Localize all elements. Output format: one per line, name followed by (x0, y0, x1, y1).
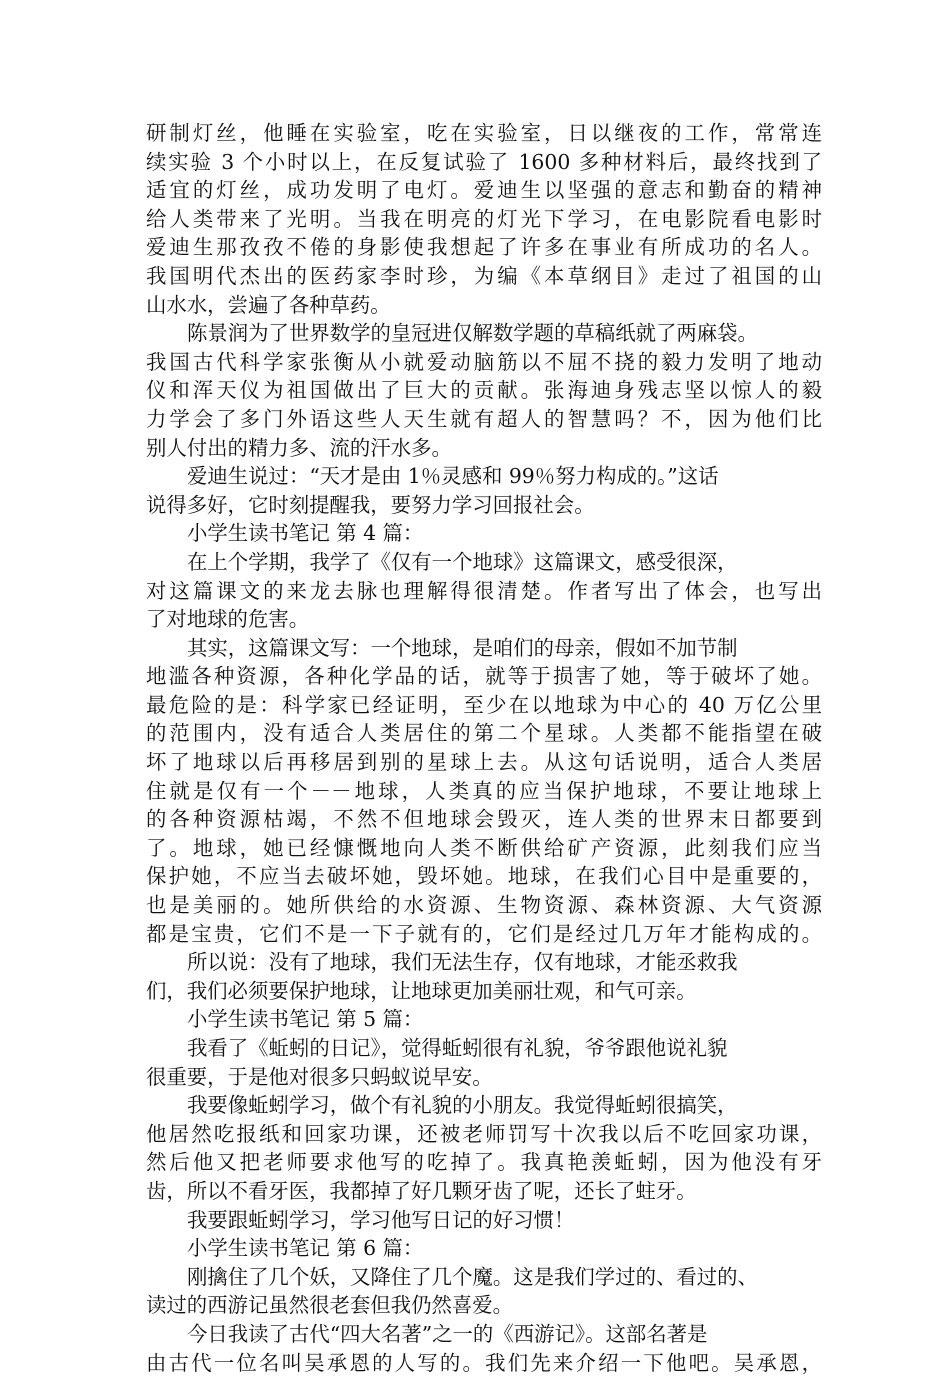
text-line: 我要跟蚯蚓学习，学习他写日记的好习惯！ (187, 1207, 575, 1232)
text-line: 他居然吃报纸和回家功课，还被老师罚写十次我以后不吃回家功课， (146, 1121, 822, 1146)
text-line: 我国明代杰出的医药家李时珍，为编《本草纲目》走过了祖国的山 (146, 263, 822, 288)
text-line: 说得多好，它时刻提醒我，要努力学习回报社会。 (146, 492, 595, 517)
text-line: 了对地球的危害。 (146, 607, 310, 632)
text-line: 爱迪生那孜孜不倦的身影使我想起了许多在事业有所成功的名人。 (146, 235, 822, 260)
text-line: 保护她，不应当去破坏她，毁坏她。地球，在我们心目中是重要的， (146, 864, 822, 889)
text-line: 然后他又把老师要求他写的吃掉了。我真艳羡蚯蚓，因为他没有牙 (146, 1150, 822, 1175)
text-line: 仪和浑天仪为祖国做出了巨大的贡献。张海迪身残志坚以惊人的毅 (146, 378, 822, 403)
text-line: 所以说：没有了地球，我们无法生存，仅有地球，才能丞救我 (187, 950, 738, 975)
text-line: 对这篇课文的来龙去脉也理解得很清楚。作者写出了体会，也写出 (146, 578, 822, 603)
text-line: 力学会了多门外语这些人天生就有超人的智慧吗？不，因为他们比 (146, 406, 822, 431)
text-line: 很重要，于是他对很多只蚂蚁说早安。 (146, 1064, 493, 1089)
text-line: 今日我读了古代“四大名著”之一的《西游记》。这部名著是 (187, 1321, 708, 1346)
text-line: 也是美丽的。她所供给的水资源、生物资源、森林资源、大气资源 (146, 893, 822, 918)
text-line: 其实，这篇课文写：一个地球，是咱们的母亲，假如不加节制 (187, 635, 738, 660)
text-line: 爱迪生说过：“天才是由 1％灵感和 99％努力构成的。”这话 (187, 464, 719, 489)
text-line: 坏了地球以后再移居到别的星球上去。从这句话说明，适合人类居 (146, 750, 822, 775)
section-heading: 小学生读书笔记 第 4 篇： (187, 521, 424, 546)
text-line: 们，我们必须要保护地球，让地球更加美丽壮观，和气可亲。 (146, 978, 697, 1003)
text-line: 齿，所以不看牙医，我都掉了好几颗牙齿了呢，还长了蛀牙。 (146, 1178, 697, 1203)
section-heading: 小学生读书笔记 第 6 篇： (187, 1236, 424, 1261)
text-line: 续实验 3 个小时以上，在反复试验了 1600 多种材料后，最终找到了 (146, 149, 822, 174)
text-line: 山水水，尝遍了各种草药。 (146, 292, 391, 317)
text-line: 读过的西游记虽然很老套但我仍然喜爱。 (146, 1293, 514, 1318)
text-line: 在上个学期，我学了《仅有一个地球》这篇课文，感受很深， (187, 549, 738, 574)
text-line: 别人付出的精力多、流的汗水多。 (146, 435, 452, 460)
text-line: 给人类带来了光明。当我在明亮的灯光下学习，在电影院看电影时 (146, 206, 822, 231)
text-line: 陈景润为了世界数学的皇冠进仅解数学题的草稿纸就了两麻袋。 (187, 321, 758, 346)
text-line: 我看了《蚯蚓的日记》，觉得蚯蚓很有礼貌，爷爷跟他说礼貌 (187, 1036, 728, 1060)
section-heading: 小学生读书笔记 第 5 篇： (187, 1007, 424, 1032)
text-line: 的范围内，没有适合人类居住的第二个星球。人类都不能指望在破 (146, 721, 822, 746)
text-line: 我国古代科学家张衡从小就爱动脑筋以不屈不挠的毅力发明了地动 (146, 349, 822, 374)
text-line: 刚擒住了几个妖，又降住了几个魔。这是我们学过的、看过的、 (187, 1264, 758, 1289)
text-line: 的各种资源枯竭，不然不但地球会毁灭，连人类的世界末日都要到 (146, 807, 822, 832)
text-line: 研制灯丝，他睡在实验室，吃在实验室，日以继夜的工作，常常连 (146, 121, 822, 145)
text-line: 最危险的是：科学家已经证明，至少在以地球为中心的 40 万亿公里 (146, 692, 822, 717)
text-line: 了。地球，她已经慷慨地向人类不断供给矿产资源，此刻我们应当 (146, 835, 822, 860)
text-line: 由古代一位名叫吴承恩的人写的。我们先来介绍一下他吧。吴承恩， (146, 1350, 822, 1375)
text-line: 地滥各种资源，各种化学品的话，就等于损害了她，等于破坏了她。 (146, 664, 822, 689)
text-line: 住就是仅有一个－－地球，人类真的应当保护地球，不要让地球上 (146, 778, 822, 803)
text-line: 适宜的灯丝，成功发明了电灯。爱迪生以坚强的意志和勤奋的精神 (146, 178, 822, 203)
document-body (146, 119, 822, 1377)
text-line: 都是宝贵，它们不是一下子就有的，它们是经过几万年才能构成的。 (146, 921, 822, 946)
text-line: 我要像蚯蚓学习，做个有礼貌的小朋友。我觉得蚯蚓很搞笑， (187, 1093, 738, 1118)
